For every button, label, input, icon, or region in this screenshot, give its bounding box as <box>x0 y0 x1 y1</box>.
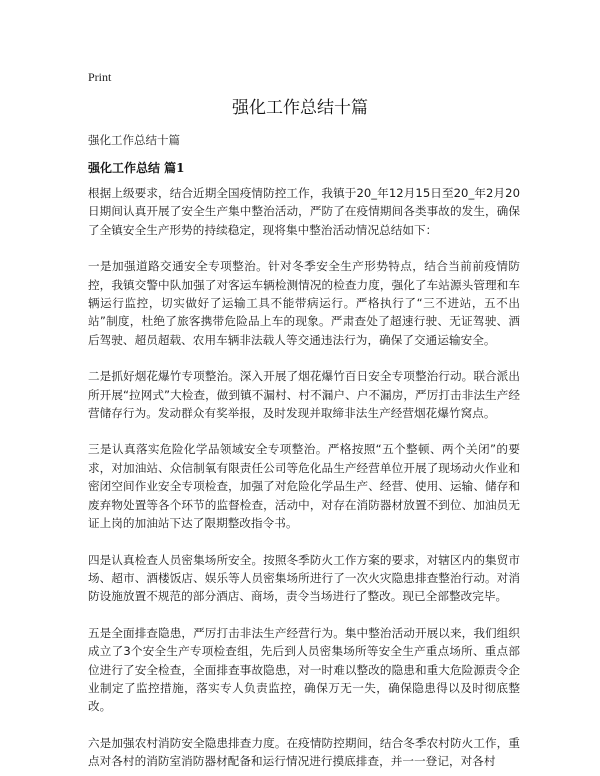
paragraph-intro: 根据上级要求，结合近期全国疫情防控工作，我镇于20_年12月15日至20_年2月20日期间认真开展了安全生产集中整治活动，严防了在疫情期间各类事故的发生，确保了全镇安全生产形势的持续稳定，现将集中整治活动情况总结如下： <box>88 186 520 237</box>
document-subtitle: 强化工作总结十篇 <box>88 133 180 147</box>
document-body <box>88 184 520 776</box>
section-heading: 强化工作总结 篇1 <box>88 161 185 175</box>
document-title: 强化工作总结十篇 <box>232 98 368 118</box>
paragraph-hazard-inspection: 五是全面排查隐患，严厉打击非法生产经营行为。集中整治活动开展以来，我们组织成立了3个安全生产专项检查组，先后到人员密集场所等安全生产重点场所、重点部位进行了安全检查，全面排查事故隐患，对一时难以整改的隐患和重大危险源责令企业制定了监控措施，落实专人负责监控，确保万无一失，确保隐患得以及时彻底整改。 <box>88 625 520 714</box>
paragraph-rural-fire-safety: 六是加强农村消防安全隐患排查力度。在疫情防控期间，结合冬季农村防火工作，重点对各村的消防室消防器材配备和运行情况进行摸底排查，并一一登记，对各村 <box>88 735 520 769</box>
print-label: Print <box>88 70 112 84</box>
paragraph-crowded-places: 四是认真检查人员密集场所安全。按照冬季防火工作方案的要求，对辖区内的集贸市场、超市、酒楼饭店、娱乐等人员密集场所进行了一次火灾隐患排查整治行动。对消防设施放置不规范的部分酒店、商场，责令当场进行了整改。现已全部整改完毕。 <box>88 552 520 604</box>
paragraph-hazardous-chemicals: 三是认真落实危险化学品领域安全专项整治。严格按照“五个整顿、两个关闭”的要求，对加油站、众信制氧有限责任公司等危化品生产经营单位开展了现场动火作业和密闭空间作业安全专项检查，加强了对危险化学品生产、经营、使用、运输、储存和废弃物处置等各个环节的监督检查，活动中，对存在消防器材放置不到位、加油员无证上岗的加油站下达了限期整改指令书。 <box>88 442 520 531</box>
paragraph-fireworks: 二是抓好烟花爆竹专项整治。深入开展了烟花爆竹百日安全专项整治行动。联合派出所开展“拉网式”大检查，做到镇不漏村、村不漏户、户不漏房，严厉打击非法生产经营储存行为。发动群众有奖举报，及时发现并取缔非法生产经营烟花爆竹窝点。 <box>88 369 520 421</box>
paragraph-traffic-safety: 一是加强道路交通安全专项整治。针对冬季安全生产形势特点，结合当前前疫情防控，我镇交警中队加强了对客运车辆检测情况的检查力度，强化了车站源头管理和车辆运行监控，切实做好了运输工具不能带病运行。严格执行了“三不进站，五不出站”制度，杜绝了旅客携带危险品上车的现象。严肃查处了超速行驶、无证驾驶、酒后驾驶、超员超载、农用车辆非法载人等交通违法行为，确保了交通运输安全。 <box>88 259 520 347</box>
